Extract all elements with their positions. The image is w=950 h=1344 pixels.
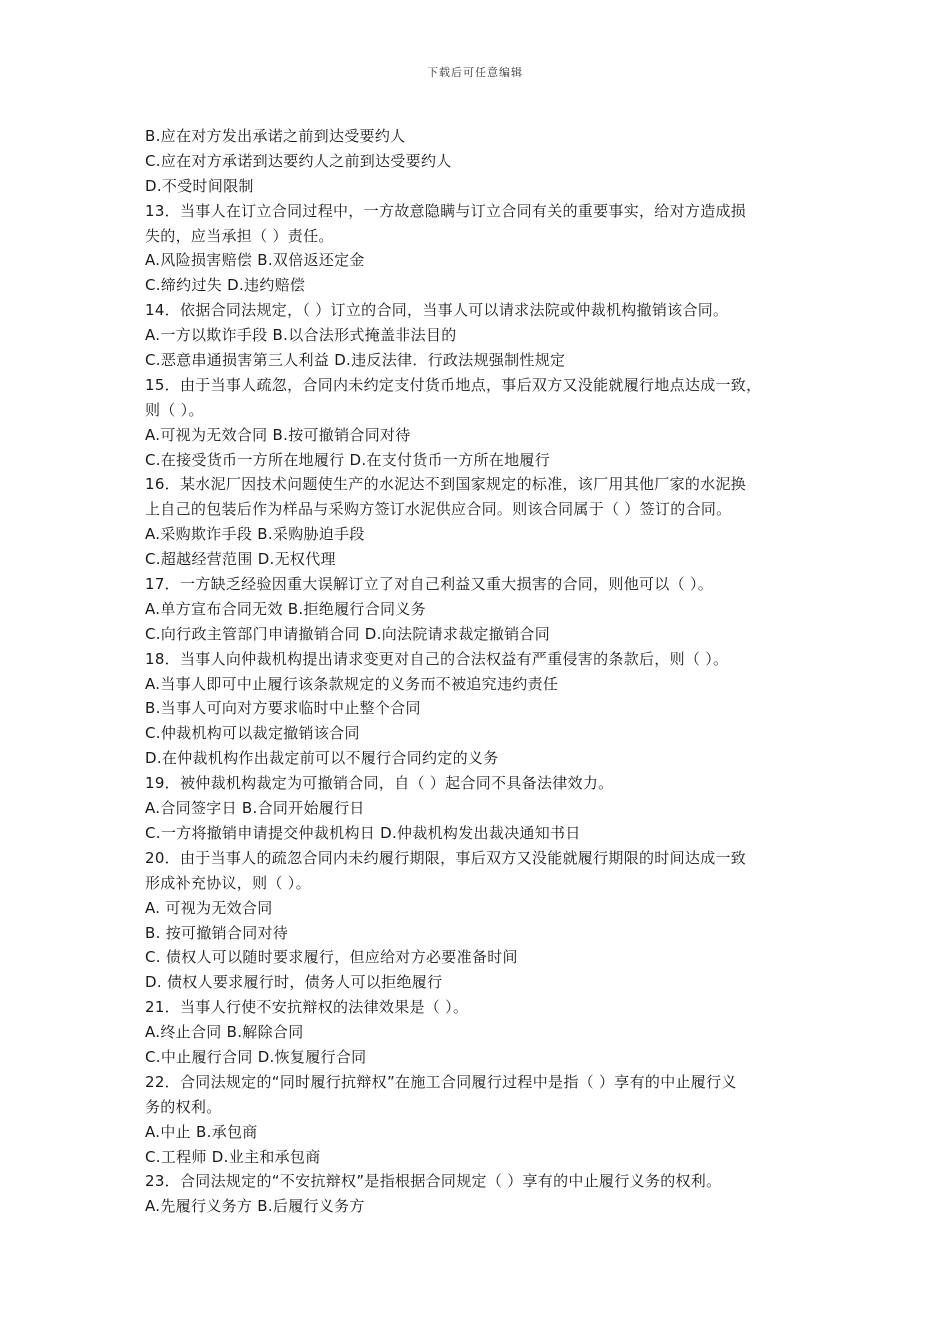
document-body [145,124,810,1219]
question-22: 22．合同法规定的“同时履行抗辩权”在施工合同履行过程中是指（ ）享有的中止履行义 [145,1072,737,1091]
text-line: C.向行政主管部门申请撤销合同 D.向法院请求裁定撤销合同 [145,624,551,643]
text-line: B.应在对方发出承诺之前到达受要约人 [145,127,406,145]
text-line: C. 债权人可以随时要求履行，但应给对方必要准备时间 [145,948,518,967]
question-15: 15．由于当事人疏忽，合同内未约定支付货币地点，事后双方又没能就履行地点达成一致， [145,375,762,394]
text-line: 形成补充协议，则（ ）。 [145,873,311,892]
text-line: A.一方以欺诈手段 B.以合法形式掩盖非法目的 [145,326,457,345]
question-16: 16．某水泥厂因技术问题使生产的水泥达不到国家规定的标准，该厂用其他厂家的水泥换 [145,475,747,494]
text-line: C.工程师 D.业主和承包商 [145,1147,321,1166]
question-20: 20．由于当事人的疏忽合同内未约履行期限，事后双方又没能就履行期限的时间达成一致 [145,848,747,867]
text-line: A. 可视为无效合同 [145,898,273,917]
question-21: 21．当事人行使不安抗辩权的法律效果是（ ）。 [145,998,469,1017]
page-header: 下载后可任意编辑 [427,66,523,79]
text-line: A.终止合同 B.解除合同 [145,1023,304,1042]
text-line: A.可视为无效合同 B.按可撤销合同对待 [145,425,411,444]
text-line: 务的权利。 [145,1097,222,1116]
question-17: 17．一方缺乏经验因重大误解订立了对自己利益又重大损害的合同，则他可以（ ）。 [145,575,714,594]
question-23: 23．合同法规定的“不安抗辩权”是指根据合同规定（ ）享有的中止履行义务的权利。 [145,1172,722,1191]
question-18: 18．当事人向仲裁机构提出请求变更对自己的合法权益有严重侵害的条款后，则（ ）。 [145,649,729,668]
text-line: 失的，应当承担（ ）责任。 [145,226,334,245]
text-line: C.应在对方承诺到达要约人之前到达受要约人 [145,151,452,170]
text-line: A.中止 B.承包商 [145,1122,258,1141]
text-line: 上自己的包装后作为样品与采购方签订水泥供应合同。则该合同属于（ ）签订的合同。 [145,500,732,519]
text-line: A.采购欺诈手段 B.采购胁迫手段 [145,525,365,544]
question-13: 13．当事人在订立合同过程中，一方故意隐瞒与订立合同有关的重要事实，给对方造成损 [145,201,747,220]
question-19: 19．被仲裁机构裁定为可撤销合同，自（ ）起合同不具备法律效力。 [145,774,614,793]
text-line: C.缔约过失 D.违约赔偿 [145,276,306,295]
text-line: C.在接受货币一方所在地履行 D.在支付货币一方所在地履行 [145,450,551,469]
text-line: B. 按可撤销合同对待 [145,923,289,942]
text-line: C.仲裁机构可以裁定撤销该合同 [145,724,360,743]
text-line: C.恶意串通损害第三人利益 D.违反法律．行政法规强制性规定 [145,351,566,370]
text-line: D. 债权人要求履行时，债务人可以拒绝履行 [145,973,443,992]
text-line: A.合同签字日 B.合同开始履行日 [145,799,365,818]
text-line: C.一方将撤销申请提交仲裁机构日 D.仲裁机构发出裁决通知书日 [145,823,581,842]
text-line: A.先履行义务方 B.后履行义务方 [145,1197,365,1216]
text-line: A.风险损害赔偿 B.双倍返还定金 [145,251,365,270]
question-14: 14．依据合同法规定，（ ）订立的合同，当事人可以请求法院或仲裁机构撤销该合同。 [145,301,729,320]
text-line: C.超越经营范围 D.无权代理 [145,550,336,569]
text-line: C.中止履行合同 D.恢复履行合同 [145,1047,367,1066]
text-line: B.当事人可向对方要求临时中止整个合同 [145,699,421,718]
text-line: D.在仲裁机构作出裁定前可以不履行合同约定的义务 [145,749,499,768]
text-line: A.单方宣布合同无效 B.拒绝履行合同义务 [145,599,426,618]
text-line: 则（ ）。 [145,400,204,419]
text-line: D.不受时间限制 [145,176,254,195]
text-line: A.当事人即可中止履行该条款规定的义务而不被追究违约责任 [145,674,559,693]
